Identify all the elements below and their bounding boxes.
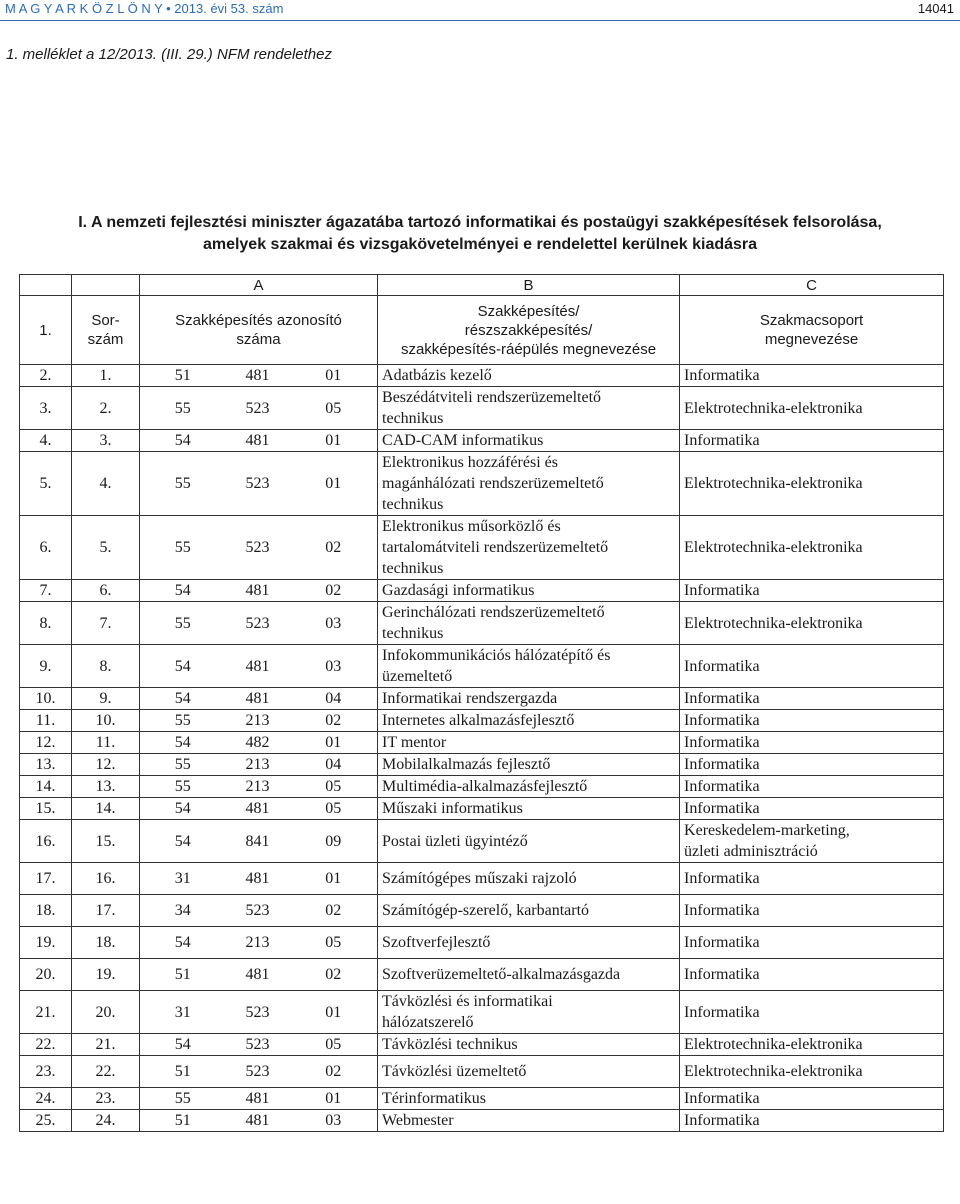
row-number: 2. [20,365,72,387]
table-row [20,754,944,776]
qualification-name: Térinformatikus [378,1088,680,1110]
code-part-1: 54 [140,798,226,820]
qualification-group: Informatika [680,863,944,895]
sorszam-cell: 23. [72,1088,140,1110]
title-line-1: I. A nemzeti fejlesztési miniszter ágazatába tartozó informatikai és postaügyi szakképesítések felsorolása, [78,214,882,231]
code-part-1: 54 [140,1034,226,1056]
qualification-name: Távközlési üzemeltető [378,1056,680,1088]
code-part-1: 55 [140,776,226,798]
sorszam-cell: 20. [72,991,140,1034]
table-header-row [20,296,944,365]
code-part-2: 481 [226,645,290,688]
qualification-name: Internetes alkalmazásfejlesztő [378,710,680,732]
code-part-2: 481 [226,863,290,895]
sorszam-cell: 21. [72,1034,140,1056]
row-number: 6. [20,516,72,580]
qualification-group: Kereskedelem-marketing, üzleti adminisztráció [680,820,944,863]
code-part-3: 01 [290,732,378,754]
qualification-name: Postai üzleti ügyintéző [378,820,680,863]
qualification-group: Informatika [680,732,944,754]
row-number: 19. [20,927,72,959]
table-row [20,516,944,580]
column-c: C [680,275,944,296]
qualification-group: Informatika [680,688,944,710]
header-szakmacsoport: Szakmacsoport megnevezése [680,296,944,365]
code-part-2: 213 [226,927,290,959]
sorszam-cell: 22. [72,1056,140,1088]
table-row [20,365,944,387]
qualification-name: Elektronikus hozzáférési és magánhálózati rendszerüzemeltető technikus [378,452,680,516]
code-part-3: 03 [290,602,378,645]
row-number: 9. [20,645,72,688]
table-row [20,1034,944,1056]
sorszam-cell: 19. [72,959,140,991]
sorszam-cell: 5. [72,516,140,580]
code-part-3: 01 [290,365,378,387]
table-row [20,387,944,430]
code-part-3: 05 [290,927,378,959]
code-part-3: 05 [290,1034,378,1056]
qualification-name: IT mentor [378,732,680,754]
code-part-1: 54 [140,645,226,688]
code-part-3: 03 [290,645,378,688]
table-row [20,732,944,754]
code-part-3: 02 [290,580,378,602]
sorszam-cell: 2. [72,387,140,430]
qualification-name: Műszaki informatikus [378,798,680,820]
row-number: 20. [20,959,72,991]
sorszam-cell: 24. [72,1110,140,1132]
sorszam-cell: 1. [72,365,140,387]
code-part-1: 31 [140,991,226,1034]
row-number: 18. [20,895,72,927]
row-number: 12. [20,732,72,754]
code-part-3: 02 [290,516,378,580]
qualification-name: Szoftverüzemeltető-alkalmazásgazda [378,959,680,991]
code-part-3: 05 [290,387,378,430]
page-number: 14041 [917,1,954,16]
qualification-name: Informatikai rendszergazda [378,688,680,710]
code-part-1: 54 [140,688,226,710]
qualification-group: Informatika [680,991,944,1034]
row-number: 8. [20,602,72,645]
code-part-2: 481 [226,365,290,387]
code-part-3: 02 [290,895,378,927]
code-part-2: 481 [226,1110,290,1132]
row-number: 22. [20,1034,72,1056]
table-row [20,1088,944,1110]
qualification-name: CAD-CAM informatikus [378,430,680,452]
row-number: 25. [20,1110,72,1132]
qualification-name: Gerinchálózati rendszerüzemeltető technikus [378,602,680,645]
sorszam-cell: 3. [72,430,140,452]
code-part-3: 01 [290,452,378,516]
sorszam-cell: 6. [72,580,140,602]
sorszam-cell: 15. [72,820,140,863]
code-part-1: 51 [140,365,226,387]
qualification-name: Infokommunikációs hálózatépítő és üzemeltető [378,645,680,688]
qualification-group: Elektrotechnika-elektronika [680,387,944,430]
code-part-2: 481 [226,580,290,602]
qualification-group: Informatika [680,1110,944,1132]
code-part-3: 05 [290,776,378,798]
header-sorszam: Sor- szám [72,296,140,365]
sorszam-cell: 18. [72,927,140,959]
code-part-3: 02 [290,710,378,732]
table-row [20,959,944,991]
sorszam-cell: 9. [72,688,140,710]
qualification-name: Távközlési technikus [378,1034,680,1056]
annex-subtitle: 1. melléklet a 12/2013. (III. 29.) NFM rendelethez [6,46,332,63]
row-number: 16. [20,820,72,863]
qualification-group: Informatika [680,580,944,602]
code-part-3: 04 [290,754,378,776]
code-part-2: 523 [226,991,290,1034]
table-row [20,580,944,602]
code-part-3: 01 [290,863,378,895]
row-number: 13. [20,754,72,776]
table-row [20,602,944,645]
code-part-3: 09 [290,820,378,863]
code-part-1: 54 [140,820,226,863]
code-part-1: 55 [140,452,226,516]
row-number: 23. [20,1056,72,1088]
qualification-group: Informatika [680,1088,944,1110]
column-b: B [378,275,680,296]
sorszam-cell: 11. [72,732,140,754]
qualification-group: Informatika [680,754,944,776]
qualification-group: Elektrotechnika-elektronika [680,452,944,516]
table-row [20,820,944,863]
qualification-name: Számítógépes műszaki rajzoló [378,863,680,895]
column-letter-row [20,275,944,296]
table-row [20,776,944,798]
code-part-1: 51 [140,1056,226,1088]
code-part-3: 02 [290,959,378,991]
code-part-2: 481 [226,1088,290,1110]
sorszam-cell: 10. [72,710,140,732]
code-part-2: 481 [226,430,290,452]
row-number: 15. [20,798,72,820]
table-row [20,927,944,959]
title-line-2: amelyek szakmai és vizsgakövetelményei e rendelettel kerülnek kiadásra [202,236,758,253]
qualification-group: Informatika [680,959,944,991]
sorszam-cell: 16. [72,863,140,895]
table-row [20,798,944,820]
qualification-name: Beszédátviteli rendszerüzemeltető technikus [378,387,680,430]
code-part-3: 01 [290,430,378,452]
qualification-group: Elektrotechnika-elektronika [680,516,944,580]
code-part-3: 02 [290,1056,378,1088]
table-row [20,863,944,895]
code-part-1: 55 [140,387,226,430]
table-row [20,710,944,732]
row-number: 4. [20,430,72,452]
table-body [20,365,944,1132]
table-row [20,452,944,516]
code-part-2: 523 [226,516,290,580]
code-part-1: 51 [140,959,226,991]
sorszam-cell: 12. [72,754,140,776]
code-part-1: 54 [140,927,226,959]
qualification-name: Adatbázis kezelő [378,365,680,387]
code-part-1: 55 [140,754,226,776]
header-rule [0,20,960,21]
qualifications-table [19,274,944,1132]
qualification-group: Informatika [680,710,944,732]
code-part-1: 34 [140,895,226,927]
code-part-2: 523 [226,895,290,927]
code-part-2: 481 [226,688,290,710]
table-row [20,1056,944,1088]
code-part-2: 213 [226,710,290,732]
qualification-group: Elektrotechnika-elektronika [680,1034,944,1056]
header-row-number: 1. [20,296,72,365]
qualification-name: Számítógép-szerelő, karbantartó [378,895,680,927]
code-part-1: 55 [140,602,226,645]
code-part-2: 523 [226,387,290,430]
code-part-2: 482 [226,732,290,754]
table-row [20,688,944,710]
row-number: 10. [20,688,72,710]
row-number: 21. [20,991,72,1034]
code-part-3: 01 [290,991,378,1034]
qualification-group: Informatika [680,430,944,452]
qualification-name: Multimédia-alkalmazásfejlesztő [378,776,680,798]
qualification-group: Informatika [680,645,944,688]
row-number: 24. [20,1088,72,1110]
qualification-name: Szoftverfejlesztő [378,927,680,959]
table-row [20,991,944,1034]
code-part-2: 523 [226,1056,290,1088]
qualification-name: Távközlési és informatikai hálózatszerelő [378,991,680,1034]
table-row [20,895,944,927]
qualification-name: Webmester [378,1110,680,1132]
code-part-1: 54 [140,732,226,754]
section-title [0,212,960,256]
qualification-group: Informatika [680,927,944,959]
row-number: 14. [20,776,72,798]
code-part-2: 523 [226,452,290,516]
qualification-name: Elektronikus műsorközlő és tartalomátviteli rendszerüzemeltető technikus [378,516,680,580]
journal-header: M A G Y A R K Ö Z L Ö N Y • 2013. évi 53. szám [5,1,284,16]
qualification-group: Informatika [680,895,944,927]
code-part-2: 841 [226,820,290,863]
sorszam-cell: 13. [72,776,140,798]
row-number: 7. [20,580,72,602]
qualification-group: Informatika [680,776,944,798]
sorszam-cell: 17. [72,895,140,927]
sorszam-cell: 4. [72,452,140,516]
code-part-1: 55 [140,1088,226,1110]
code-part-2: 213 [226,776,290,798]
code-part-3: 03 [290,1110,378,1132]
sorszam-cell: 8. [72,645,140,688]
header-azonosito: Szakképesítés azonosító száma [140,296,378,365]
qualification-group: Elektrotechnika-elektronika [680,602,944,645]
code-part-2: 523 [226,602,290,645]
qualification-group: Elektrotechnika-elektronika [680,1056,944,1088]
header-megnevezes: Szakképesítés/ részszakképesítés/ szakképesítés-ráépülés megnevezése [378,296,680,365]
code-part-1: 55 [140,710,226,732]
row-number: 3. [20,387,72,430]
code-part-1: 31 [140,863,226,895]
code-part-3: 04 [290,688,378,710]
code-part-1: 54 [140,430,226,452]
code-part-3: 01 [290,1088,378,1110]
code-part-1: 54 [140,580,226,602]
row-number: 11. [20,710,72,732]
sorszam-cell: 14. [72,798,140,820]
qualification-name: Gazdasági informatikus [378,580,680,602]
table-row [20,645,944,688]
row-number: 5. [20,452,72,516]
column-a: A [140,275,378,296]
code-part-2: 523 [226,1034,290,1056]
code-part-2: 481 [226,798,290,820]
code-part-2: 481 [226,959,290,991]
qualification-group: Informatika [680,365,944,387]
qualification-group: Informatika [680,798,944,820]
sorszam-cell: 7. [72,602,140,645]
code-part-2: 213 [226,754,290,776]
qualification-name: Mobilalkalmazás fejlesztő [378,754,680,776]
table-row [20,1110,944,1132]
code-part-1: 55 [140,516,226,580]
row-number: 17. [20,863,72,895]
code-part-3: 05 [290,798,378,820]
table-row [20,430,944,452]
code-part-1: 51 [140,1110,226,1132]
